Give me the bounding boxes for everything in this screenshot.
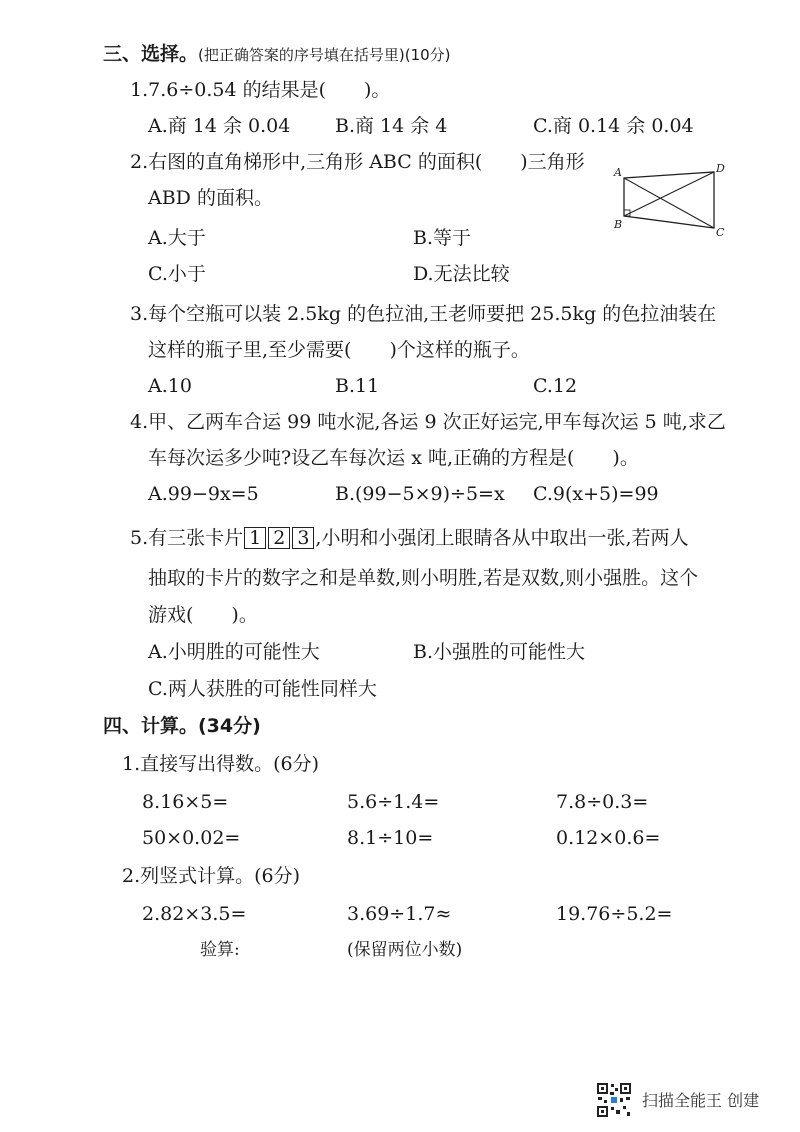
label-b: B bbox=[614, 218, 623, 231]
q4-option-a: A.99−9x=5 bbox=[148, 483, 259, 505]
q3-stem-line1: 3.每个空瓶可以装 2.5kg 的色拉油,王老师要把 25.5kg 的色拉油装在 bbox=[130, 303, 717, 325]
calc-item: 5.6÷1.4= bbox=[347, 791, 440, 813]
diagonal-bd bbox=[624, 172, 714, 216]
q5-stem-line1 bbox=[130, 526, 689, 550]
calc-item: 8.16×5= bbox=[142, 791, 229, 813]
section-3-heading bbox=[103, 42, 451, 67]
q3-option-b: B.11 bbox=[335, 375, 380, 397]
vertical-calc-item: 2.82×3.5= bbox=[142, 903, 247, 925]
trapezoid-diagram bbox=[612, 160, 732, 240]
q2-option-c: C.小于 bbox=[148, 263, 206, 285]
diagonal-ac bbox=[624, 178, 714, 228]
card-3: 3 bbox=[292, 527, 314, 549]
card-2: 2 bbox=[268, 527, 290, 549]
section-4-title: 四、计算。(34分) bbox=[103, 715, 261, 737]
q3-option-c: C.12 bbox=[533, 375, 578, 397]
label-a: A bbox=[614, 166, 622, 179]
q5-stem-start: 5.有三张卡片 bbox=[130, 527, 244, 549]
q2-stem-line1: 2.右图的直角梯形中,三角形 ABC 的面积( )三角形 bbox=[130, 151, 585, 173]
q2-option-b: B.等于 bbox=[413, 227, 472, 249]
qr-code-icon bbox=[596, 1082, 632, 1118]
q5-stem-line3: 游戏( )。 bbox=[148, 604, 258, 626]
card-1: 1 bbox=[244, 527, 266, 549]
trapezoid-outline bbox=[624, 172, 714, 228]
section-3-title: 三、选择。 bbox=[103, 43, 199, 65]
part-2-title: 2.列竖式计算。(6分) bbox=[122, 865, 301, 887]
q4-option-b: B.(99−5×9)÷5=x bbox=[335, 483, 505, 505]
part-1-title: 1.直接写出得数。(6分) bbox=[122, 753, 320, 775]
q3-option-a: A.10 bbox=[148, 375, 192, 397]
q5-stem-line2: 抽取的卡片的数字之和是单数,则小明胜,若是双数,则小强胜。这个 bbox=[148, 567, 699, 589]
label-d: D bbox=[716, 162, 725, 175]
q2-stem-line2: ABD 的面积。 bbox=[148, 187, 273, 209]
q4-stem-line1: 4.甲、乙两车合运 99 吨水泥,各运 9 次正好运完,甲车每次运 5 吨,求乙 bbox=[130, 411, 726, 433]
vertical-calc-item: 3.69÷1.7≈ bbox=[347, 903, 452, 925]
rounding-note: (保留两位小数) bbox=[347, 940, 463, 960]
calc-item: 50×0.02= bbox=[142, 827, 241, 849]
q1-option-c: C.商 0.14 余 0.04 bbox=[533, 115, 694, 137]
section-3-note: (把正确答案的序号填在括号里)(10分) bbox=[198, 46, 451, 64]
calc-item: 0.12×0.6= bbox=[556, 827, 661, 849]
q4-option-c: C.9(x+5)=99 bbox=[533, 483, 659, 505]
q5-option-a: A.小明胜的可能性大 bbox=[148, 641, 320, 663]
q2-option-d: D.无法比较 bbox=[413, 263, 510, 285]
label-c: C bbox=[716, 226, 725, 239]
q5-option-c: C.两人获胜的可能性同样大 bbox=[148, 678, 377, 700]
q2-option-a: A.大于 bbox=[148, 227, 206, 249]
q1-option-a: A.商 14 余 0.04 bbox=[148, 115, 291, 137]
scanner-brand-text: 扫描全能王 创建 bbox=[642, 1091, 760, 1110]
vertical-calc-item: 19.76÷5.2= bbox=[556, 903, 673, 925]
calc-item: 8.1÷10= bbox=[347, 827, 434, 849]
q5-stem-end: ,小明和小强闭上眼睛各从中取出一张,若两人 bbox=[315, 527, 689, 549]
check-label: 验算: bbox=[200, 940, 240, 960]
calc-item: 7.8÷0.3= bbox=[556, 791, 649, 813]
q1-stem: 1.7.6÷0.54 的结果是( )。 bbox=[130, 79, 391, 101]
q1-option-b: B.商 14 余 4 bbox=[335, 115, 448, 137]
q4-stem-line2: 车每次运多少吨?设乙车每次运 x 吨,正确的方程是( )。 bbox=[148, 447, 639, 469]
q5-option-b: B.小强胜的可能性大 bbox=[413, 641, 586, 663]
q3-stem-line2: 这样的瓶子里,至少需要( )个这样的瓶子。 bbox=[148, 339, 530, 361]
